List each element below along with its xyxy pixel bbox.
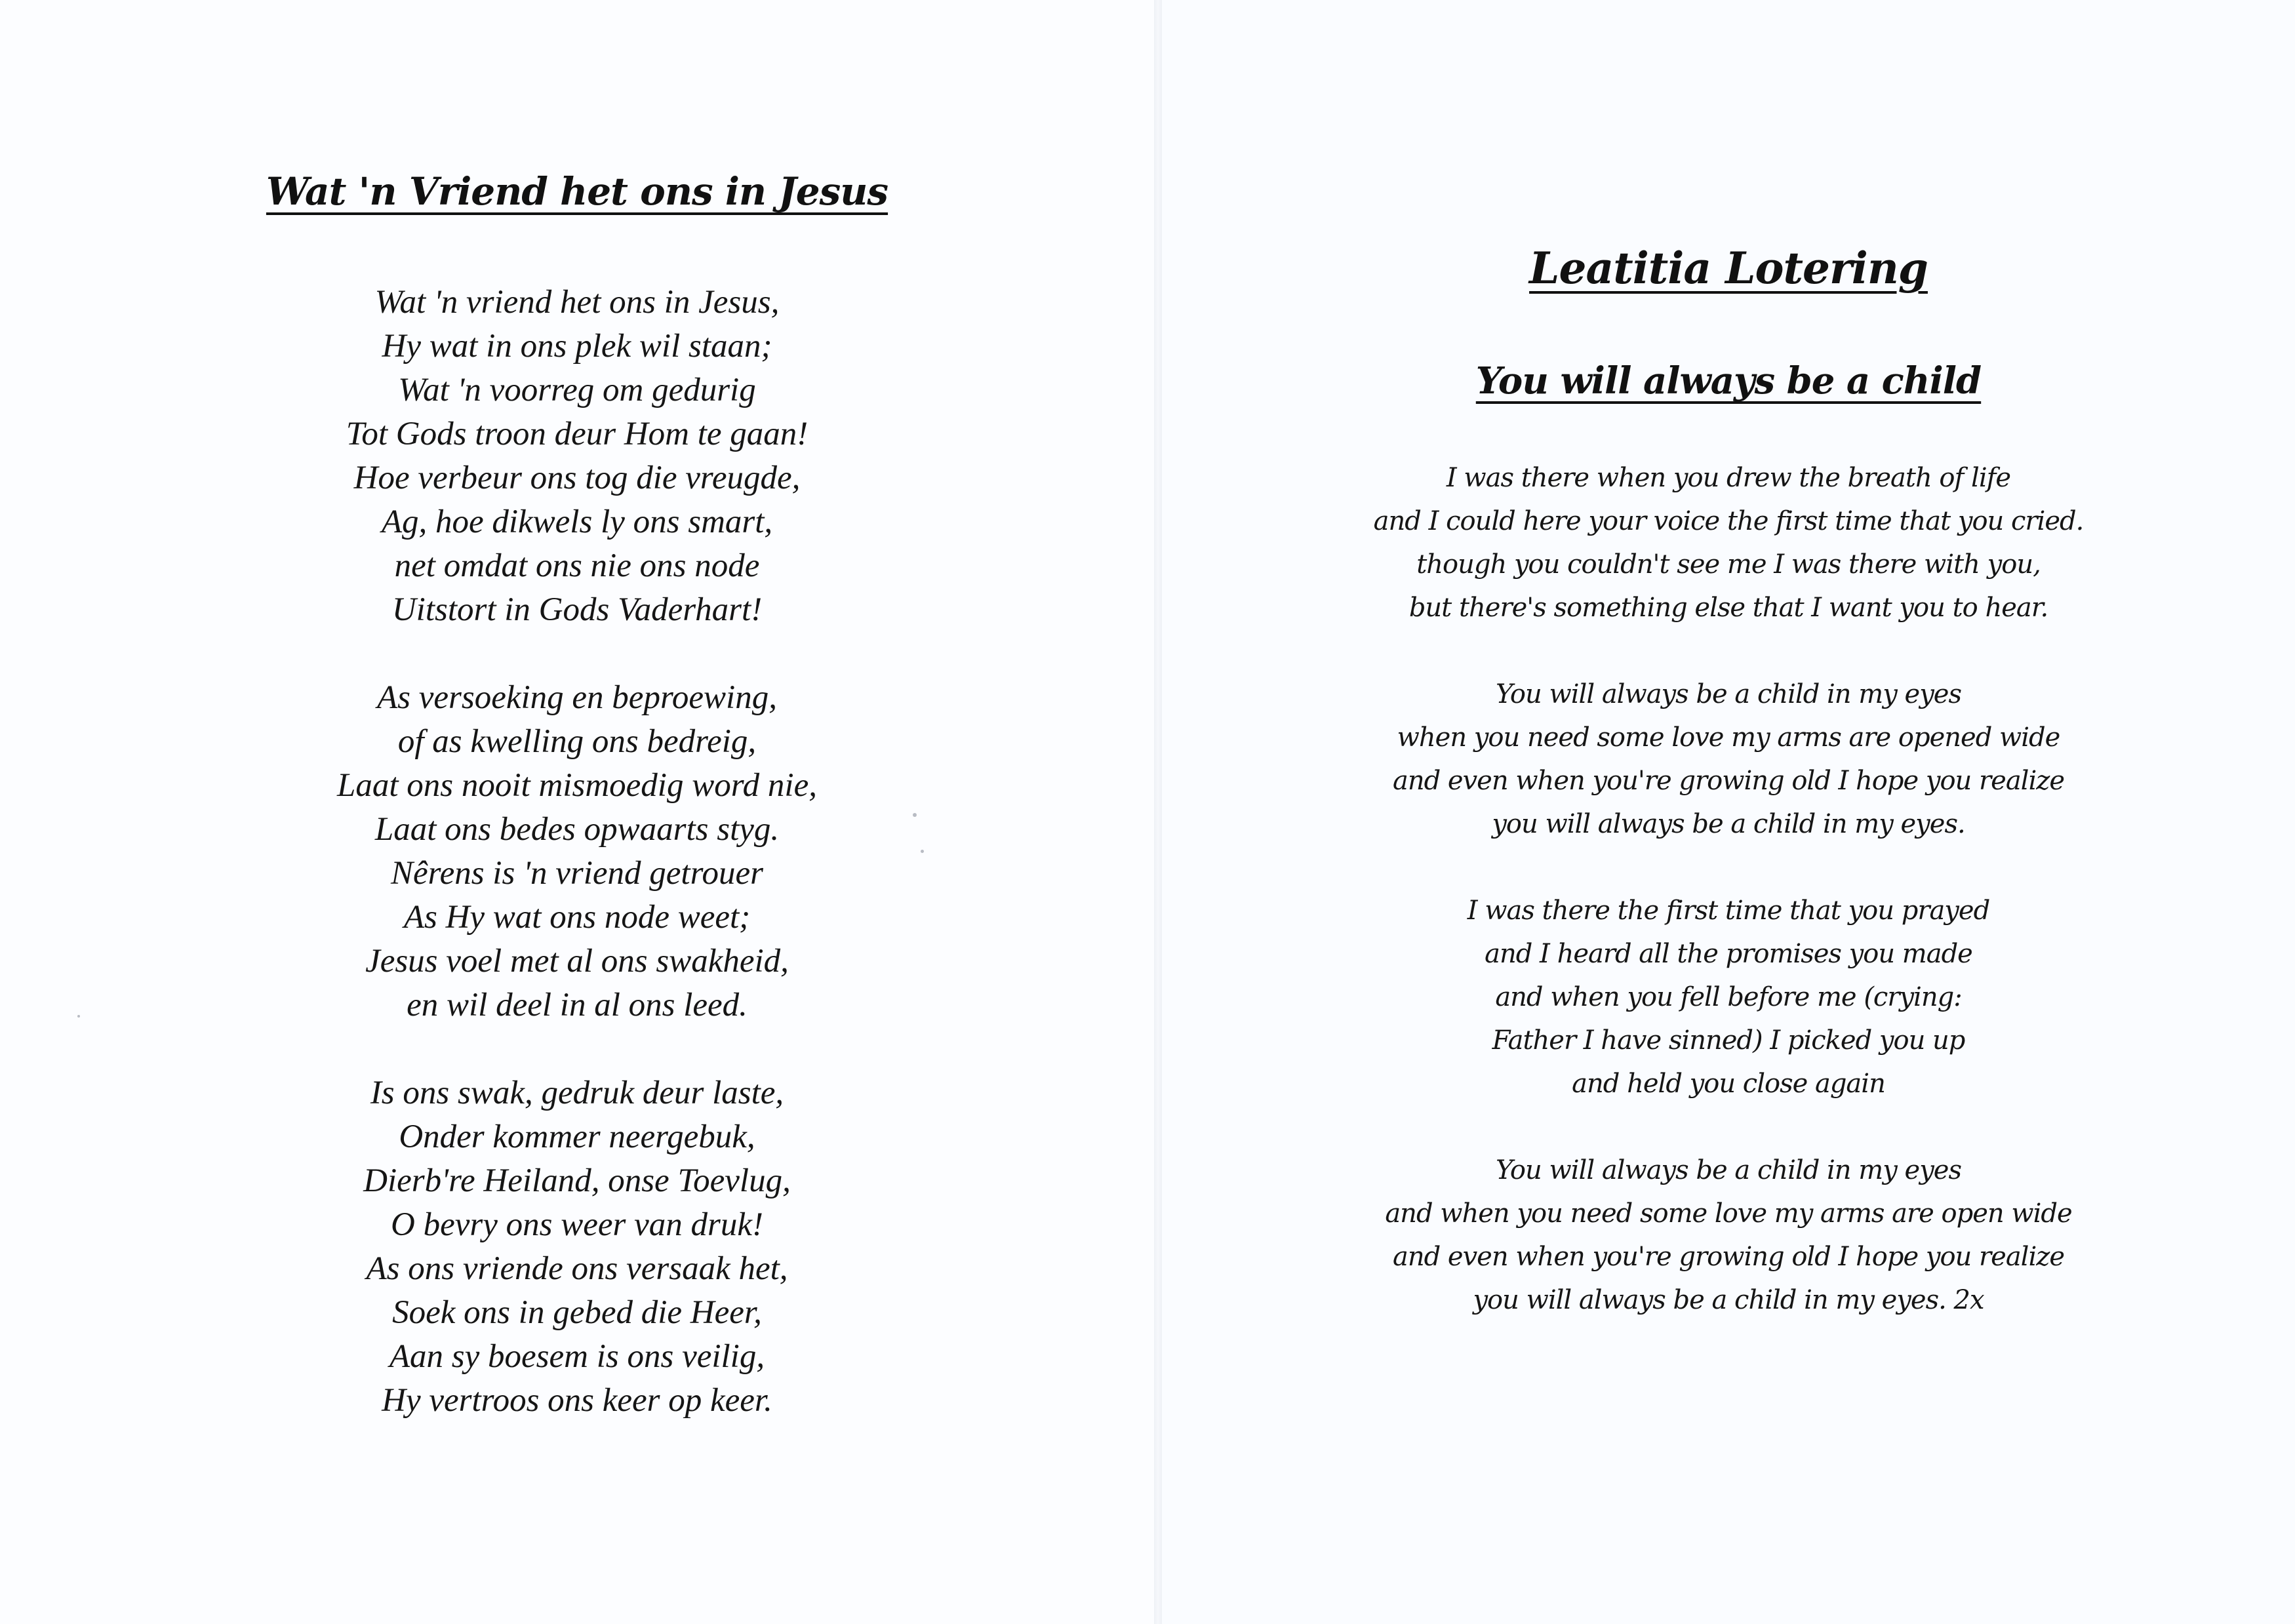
paper-speck xyxy=(77,1015,80,1018)
lyric-line: and I heard all the promises you made xyxy=(1485,939,1972,969)
lyric-line: Father I have sinned) I picked you up xyxy=(1492,1025,1965,1056)
lyric-line: and when you fell before me (crying: xyxy=(1495,982,1962,1012)
lyric-line: I was there the first time that you prayed xyxy=(1467,896,1990,926)
lyric-line: and held you close again xyxy=(1572,1069,1885,1099)
verse-line: Laat ons bedes opwaarts styg. xyxy=(374,811,780,848)
verse-line: of as kwelling ons bedreig, xyxy=(397,723,757,760)
song-stanza-1 xyxy=(1162,456,2295,629)
lyric-line: I was there when you drew the breath of life xyxy=(1446,463,2011,493)
verse-line: Wat 'n voorreg om gedurig xyxy=(398,372,756,408)
hymn-stanza-2 xyxy=(0,676,1154,1027)
lyric-line: and when you need some love my arms are open wide xyxy=(1385,1198,2072,1229)
lyric-line: you will always be a child in my eyes. 2x xyxy=(1473,1285,1984,1315)
hymn-stanza-3 xyxy=(0,1071,1154,1423)
left-page-title: Wat 'n Vriend het ons in Jesus xyxy=(266,169,888,214)
hymn-stanza-1 xyxy=(0,281,1154,632)
song-title: You will always be a child xyxy=(1475,359,1982,403)
verse-line: Laat ons nooit mismoedig word nie, xyxy=(337,767,817,804)
verse-line: Hy wat in ons plek wil staan; xyxy=(382,328,772,365)
verse-line: O bevry ons weer van druk! xyxy=(391,1206,763,1243)
verse-line: Aan sy boesem is ons veilig, xyxy=(389,1338,765,1375)
verse-line: net omdat ons nie ons node xyxy=(394,547,760,584)
paper-speck xyxy=(913,813,917,817)
lyric-line: You will always be a child in my eyes xyxy=(1496,679,1961,709)
verse-line: Soek ons in gebed die Heer, xyxy=(392,1294,762,1331)
right-page xyxy=(1162,0,2295,1624)
verse-line: Nêrens is 'n vriend getrouer xyxy=(390,855,764,892)
verse-line: Uitstort in Gods Vaderhart! xyxy=(391,591,763,628)
verse-line: Jesus voel met al ons swakheid, xyxy=(365,943,789,980)
verse-line: Hoe verbeur ons tog die vreugde, xyxy=(353,460,801,496)
song-stanza-4 xyxy=(1162,1149,2295,1322)
verse-line: Ag, hoe dikwels ly ons smart, xyxy=(381,504,773,540)
verse-line: As ons vriende ons versaak het, xyxy=(366,1250,788,1287)
lyric-line: though you couldn't see me I was there with you, xyxy=(1416,549,2041,580)
lyric-line: but there's something else that I want you to hear. xyxy=(1408,593,2048,623)
lyric-line: and even when you're growing old I hope you realize xyxy=(1392,1242,2065,1272)
verse-line: Wat 'n vriend het ons in Jesus, xyxy=(374,284,780,321)
page-fold xyxy=(1154,0,1162,1624)
lyric-line: and even when you're growing old I hope you realize xyxy=(1392,766,2065,796)
verse-line: As versoeking en beproewing, xyxy=(377,679,777,716)
song-stanza-2 xyxy=(1162,673,2295,846)
song-stanza-3 xyxy=(1162,889,2295,1105)
verse-line: Hy vertroos ons keer op keer. xyxy=(382,1382,772,1419)
paper-speck xyxy=(921,850,924,853)
lyric-line: and I could here your voice the first time that you cried. xyxy=(1373,506,2084,536)
singer-name: Leatitia Lotering xyxy=(1529,243,1928,294)
lyric-line: you will always be a child in my eyes. xyxy=(1492,809,1965,839)
verse-line: Dierb're Heiland, onse Toevlug, xyxy=(363,1162,791,1199)
verse-line: Tot Gods troon deur Hom te gaan! xyxy=(346,416,808,452)
lyric-line: when you need some love my arms are opened wide xyxy=(1397,723,2060,753)
verse-line: As Hy wat ons node weet; xyxy=(403,899,751,936)
lyric-line: You will always be a child in my eyes xyxy=(1496,1155,1961,1185)
hymn-verses xyxy=(0,281,1154,1423)
verse-line: en wil deel in al ons leed. xyxy=(407,987,748,1023)
verse-line: Onder kommer neergebuk, xyxy=(399,1119,755,1155)
verse-line: Is ons swak, gedruk deur laste, xyxy=(370,1075,784,1111)
song-lyrics xyxy=(1162,456,2295,1322)
